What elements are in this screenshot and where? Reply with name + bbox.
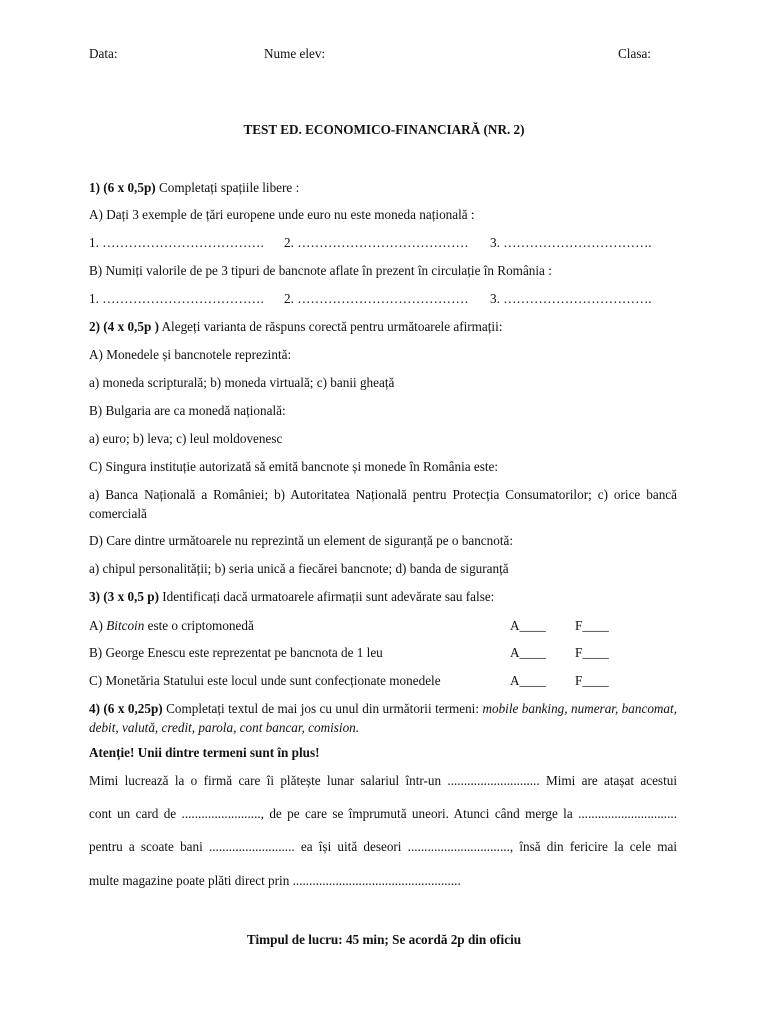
q4-attention: Atenție! Unii dintre termeni sunt în plus! (89, 745, 320, 760)
q2-b-options: a) euro; b) leva; c) leul moldovenesc (89, 431, 283, 446)
q3-number: 3) (3 x 0,5 p) (89, 589, 159, 604)
q3-item-italic-term: Bitcoin (106, 618, 145, 633)
q3-item-b-true-blank: A____ (510, 645, 546, 660)
q2-heading (89, 319, 502, 335)
time-limit-note: Timpul de lucru: 45 min; Se acordă 2p din oficiu (246, 932, 522, 947)
q3-item-prefix: A) (89, 618, 107, 633)
q1-a-blank-1: 1. ………………………………. (89, 235, 264, 250)
page-title: TEST ED. ECONOMICO-FINANCIARĂ (NR. 2) (243, 122, 525, 137)
q2-d-question: D) Care dintre următoarele nu reprezintă un element de siguranță pe o bancnotă: (89, 533, 514, 548)
q3-item-c (89, 673, 441, 689)
q3-heading (89, 589, 494, 605)
q1-a-blank-2: 2. ………………………………… (284, 235, 469, 250)
q1-b-blank-3: 3. ……………………………. (490, 291, 652, 306)
q3-item-prefix: C) (89, 673, 106, 688)
q4-line-3: pentru a scoate bani .......................... ea își uită deseori ..............................., însă din fericire la cele mai (89, 839, 677, 854)
q1-b-text: B) Numiți valorile de pe 3 tipuri de bancnote aflate în prezent în circulație în România : (89, 263, 552, 278)
q1-b-blank-1: 1. ………………………………. (89, 291, 264, 306)
student-name-label: Nume elev: (264, 46, 326, 61)
date-label: Data: (89, 46, 118, 61)
q1-a-text: A) Dați 3 exemple de țări europene unde euro nu este moneda națională : (89, 207, 475, 222)
q2-c-question: C) Singura instituție autorizată să emită bancnote și monede în România este: (89, 459, 499, 474)
q2-c-options: a) Banca Națională a României; b) Autoritatea Națională pentru Protecția Consumatorilor; c) orice bancă comercială (89, 487, 677, 521)
class-label: Clasa: (618, 46, 651, 61)
q2-instruction: Alegeți varianta de răspuns corectă pentru următoarele afirmații: (158, 319, 503, 334)
q3-item-c-true-blank: A____ (510, 673, 546, 688)
q3-item-text: George Enescu este reprezentat pe bancnota de 1 leu (105, 645, 383, 660)
q4-terms: mobile banking, numerar, bancomat, debit, valută, credit, parola, cont bancar, comision. (89, 701, 677, 735)
q1-number: 1) (6 x 0,5p) (89, 180, 156, 195)
q2-d-options: a) chipul personalității; b) seria unică a fiecărei bancnote; d) banda de siguranță (89, 561, 509, 576)
q3-item-text: este o criptomonedă (144, 618, 254, 633)
q2-a-question: A) Monedele și bancnotele reprezintă: (89, 347, 292, 362)
q3-item-a (89, 618, 254, 634)
q3-item-b (89, 645, 383, 661)
q1-b-blank-2: 2. ………………………………… (284, 291, 469, 306)
q4-line-4: multe magazine poate plăti direct prin ................................................... (89, 873, 461, 888)
q3-item-c-false-blank: F____ (575, 673, 609, 688)
q1-instruction: Completați spațiile libere : (155, 180, 300, 195)
q4-heading (89, 699, 677, 737)
q3-instruction: Identificați dacă urmatoarele afirmații sunt adevărate sau false: (158, 589, 495, 604)
q2-b-question: B) Bulgaria are ca monedă națională: (89, 403, 286, 418)
q2-a-options: a) moneda scripturală; b) moneda virtuală; c) banii gheață (89, 375, 395, 390)
q3-item-b-false-blank: F____ (575, 645, 609, 660)
q1-heading (89, 180, 299, 196)
q3-item-text: Monetăria Statului este locul unde sunt confecționate monedele (105, 673, 441, 688)
q1-a-blank-3: 3. ……………………………. (490, 235, 652, 250)
q3-item-prefix: B) (89, 645, 106, 660)
q3-item-a-false-blank: F____ (575, 618, 609, 633)
q4-instruction: Completați textul de mai jos cu unul din următorii termeni: (162, 701, 483, 716)
q3-item-a-true-blank: A____ (510, 618, 546, 633)
q4-number: 4) (6 x 0,25p) (89, 701, 163, 716)
q2-number: 2) (4 x 0,5p ) (89, 319, 159, 334)
q4-line-1: Mimi lucrează la o firmă care îi plătește lunar salariul într-un ............................ Mimi are atașat acestui (89, 773, 677, 788)
q4-line-2: cont un card de ........................, de pe care se împrumută uneori. Atunci când merge la .............................. (89, 806, 677, 821)
